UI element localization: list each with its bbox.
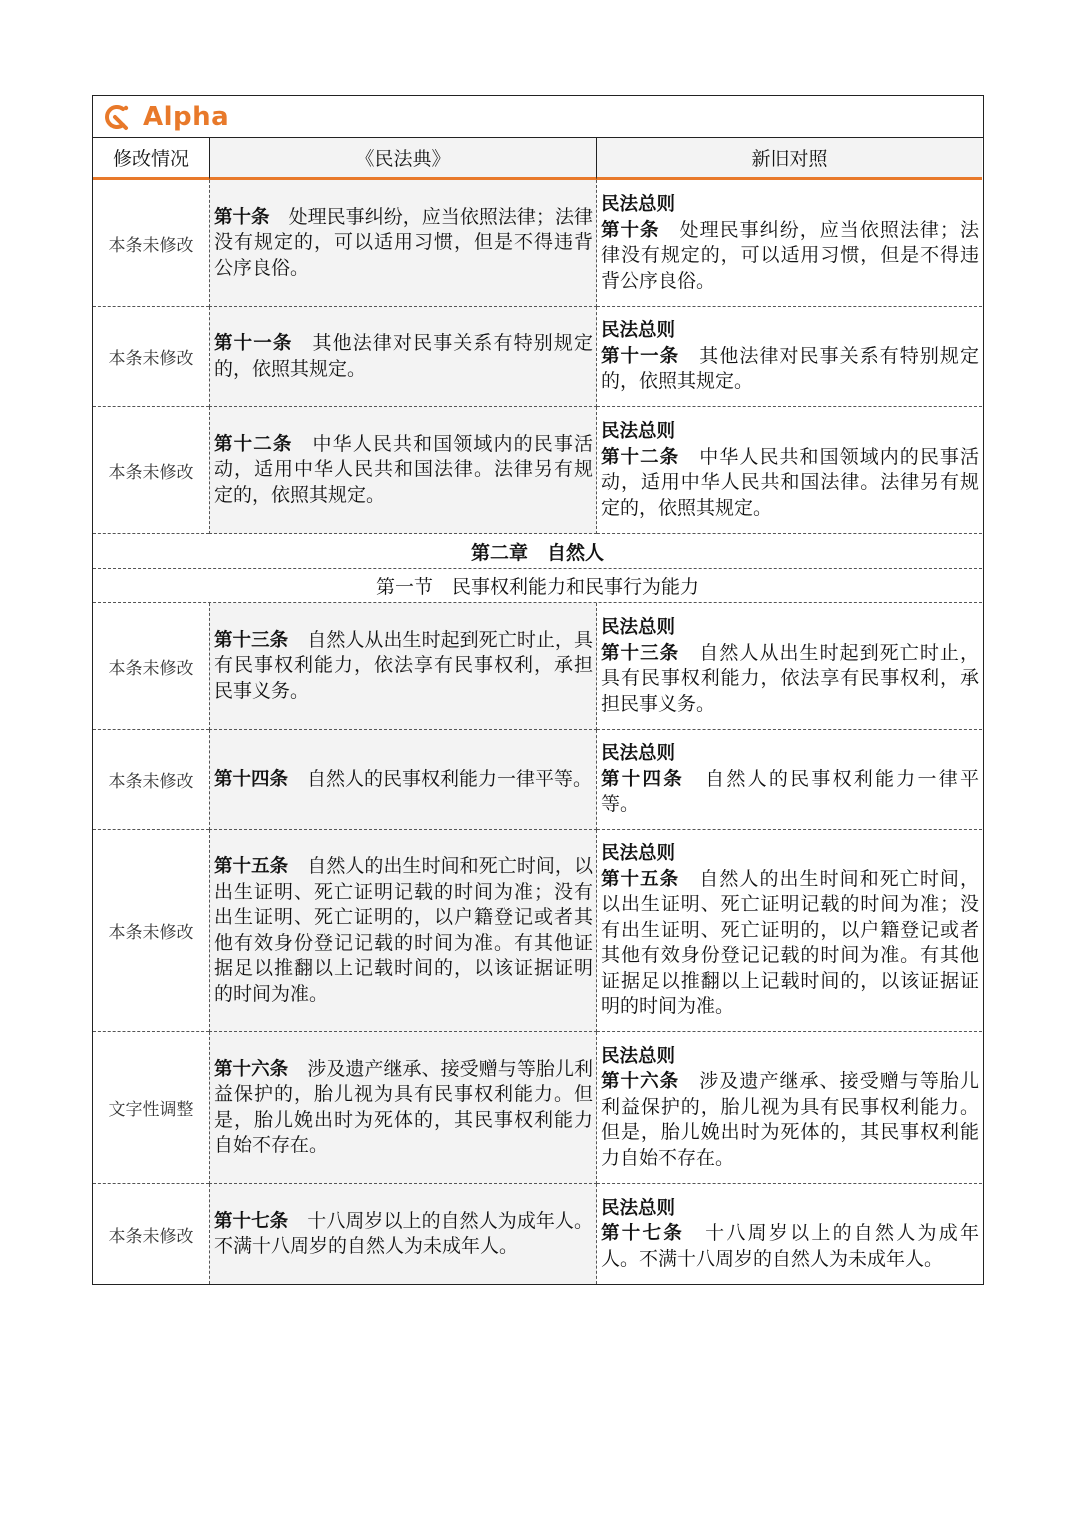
source-label: 民法总则 (601, 320, 676, 342)
status-cell: 本条未修改 (108, 1226, 194, 1247)
old-article-cell (597, 1184, 982, 1284)
status-cell: 本条未修改 (93, 830, 209, 1032)
source-label: 民法总则 (601, 421, 676, 442)
section-heading: 第一节 民事权利能力和民事行为能力 (93, 569, 982, 603)
new-article-cell (209, 1032, 597, 1184)
new-article-cell (209, 830, 597, 1032)
new-article-cell (209, 307, 597, 407)
article-text: 自然人的民事权利能力一律平等。 (307, 767, 593, 790)
article-text: 自然人的出生时间和死亡时间，以出生证明、死亡证明记载的时间为准；没有出生证明、死亡证明的，以户籍登记或者其他有效身份登记记载的时间为准。有其他证据足以推翻以上记载时间的，以该证据证明的时间为准。 (214, 855, 593, 1005)
article-number: 第十四条 (214, 768, 289, 790)
chapter-heading: 第二章 自然人 (93, 534, 982, 569)
article-text: 处理民事纠纷，应当依照法律；法律没有规定的，可以适用习惯，但是不得违背公序良俗。 (601, 218, 979, 292)
header-new-code: 《民法典》 (209, 138, 597, 180)
article-text: 中华人民共和国领域内的民事活动，适用中华人民共和国法律。法律另有规定的，依照其规定。 (601, 445, 979, 519)
article-number: 第十一条 (601, 345, 680, 367)
article-number: 第十三条 (214, 629, 289, 651)
table-grid (93, 138, 983, 1284)
source-label: 民法总则 (601, 1197, 676, 1219)
article-number: 第十六条 (214, 1058, 289, 1080)
article-number: 第十三条 (601, 642, 680, 664)
article-number: 第十七条 (214, 1210, 289, 1232)
old-article-cell (597, 830, 982, 1032)
new-article-cell (209, 180, 597, 307)
old-article-cell (597, 180, 982, 307)
article-text: 自然人从出生时起到死亡时止，具有民事权利能力，依法享有民事权利，承担民事义务。 (601, 641, 979, 715)
new-article-cell (209, 407, 597, 534)
article-number: 第十五条 (601, 868, 680, 890)
article-text: 其他法律对民事关系有特别规定的，依照其规定。 (601, 344, 979, 393)
old-article-cell (597, 1032, 982, 1184)
header-status: 修改情况 (93, 138, 209, 180)
alpha-logo-icon (101, 102, 131, 132)
article-number: 第十六条 (601, 1071, 680, 1093)
article-text: 涉及遗产继承、接受赠与等胎儿利益保护的，胎儿视为具有民事权利能力。但是，胎儿娩出时为死体的，其民事权利能力自始不存在。 (601, 1070, 979, 1169)
status-cell: 本条未修改 (93, 307, 209, 407)
status-cell: 本条未修改 (93, 180, 209, 307)
article-text: 自然人从出生时起到死亡时止，具有民事权利能力，依法享有民事权利，承担民事义务。 (214, 628, 593, 702)
header-old-comparison: 新旧对照 (597, 138, 982, 180)
article-text: 中华人民共和国领域内的民事活动，适用中华人民共和国法律。法律另有规定的，依照其规定。 (214, 432, 593, 506)
article-text: 自然人的民事权利能力一律平等。 (601, 767, 979, 816)
old-article-cell (597, 407, 982, 534)
article-number: 第十一条 (214, 333, 293, 354)
article-text: 十八周岁以上的自然人为成年人。不满十八周岁的自然人为未成年人。 (601, 1222, 979, 1270)
source-label: 民法总则 (601, 1045, 676, 1067)
status-cell: 本条未修改 (93, 730, 209, 830)
article-number: 第十七条 (601, 1223, 684, 1245)
status-cell: 本条未修改 (93, 603, 209, 730)
logo-bar (93, 96, 983, 138)
source-label: 民法总则 (601, 843, 676, 865)
old-article-cell (597, 307, 982, 407)
article-text: 其他法律对民事关系有特别规定的，依照其规定。 (214, 332, 593, 380)
old-article-cell (597, 603, 982, 730)
article-text: 处理民事纠纷，应当依照法律；法律没有规定的，可以适用习惯，但是不得违背公序良俗。 (214, 205, 593, 279)
status-cell: 本条未修改 (93, 407, 209, 534)
new-article-cell (209, 1184, 597, 1284)
new-article-cell (209, 730, 597, 830)
source-label: 民法总则 (601, 194, 676, 215)
article-number: 第十二条 (601, 446, 680, 468)
old-article-cell (597, 730, 982, 830)
article-text: 涉及遗产继承、接受赠与等胎儿利益保护的，胎儿视为具有民事权利能力。但是，胎儿娩出时为死体的，其民事权利能力自始不存在。 (214, 1057, 593, 1156)
source-label: 民法总则 (601, 617, 676, 638)
status-cell: 文字性调整 (93, 1032, 209, 1184)
new-article-cell (209, 603, 597, 730)
article-number: 第十条 (214, 206, 270, 228)
article-number: 第十二条 (214, 433, 293, 455)
article-number: 第十五条 (214, 856, 289, 877)
article-text: 十八周岁以上的自然人为成年人。不满十八周岁的自然人为未成年人。 (214, 1209, 593, 1257)
logo-text: Alpha (143, 101, 230, 132)
comparison-table (92, 95, 984, 1285)
article-number: 第十条 (601, 219, 660, 241)
article-text: 自然人的出生时间和死亡时间，以出生证明、死亡证明记载的时间为准；没有出生证明、死亡证明的，以户籍登记或者其他有效身份登记记载的时间为准。有其他证据足以推翻以上记载时间的，以该证据证明的时间为准。 (601, 867, 979, 1018)
source-label: 民法总则 (601, 743, 676, 765)
article-number: 第十四条 (601, 768, 684, 790)
